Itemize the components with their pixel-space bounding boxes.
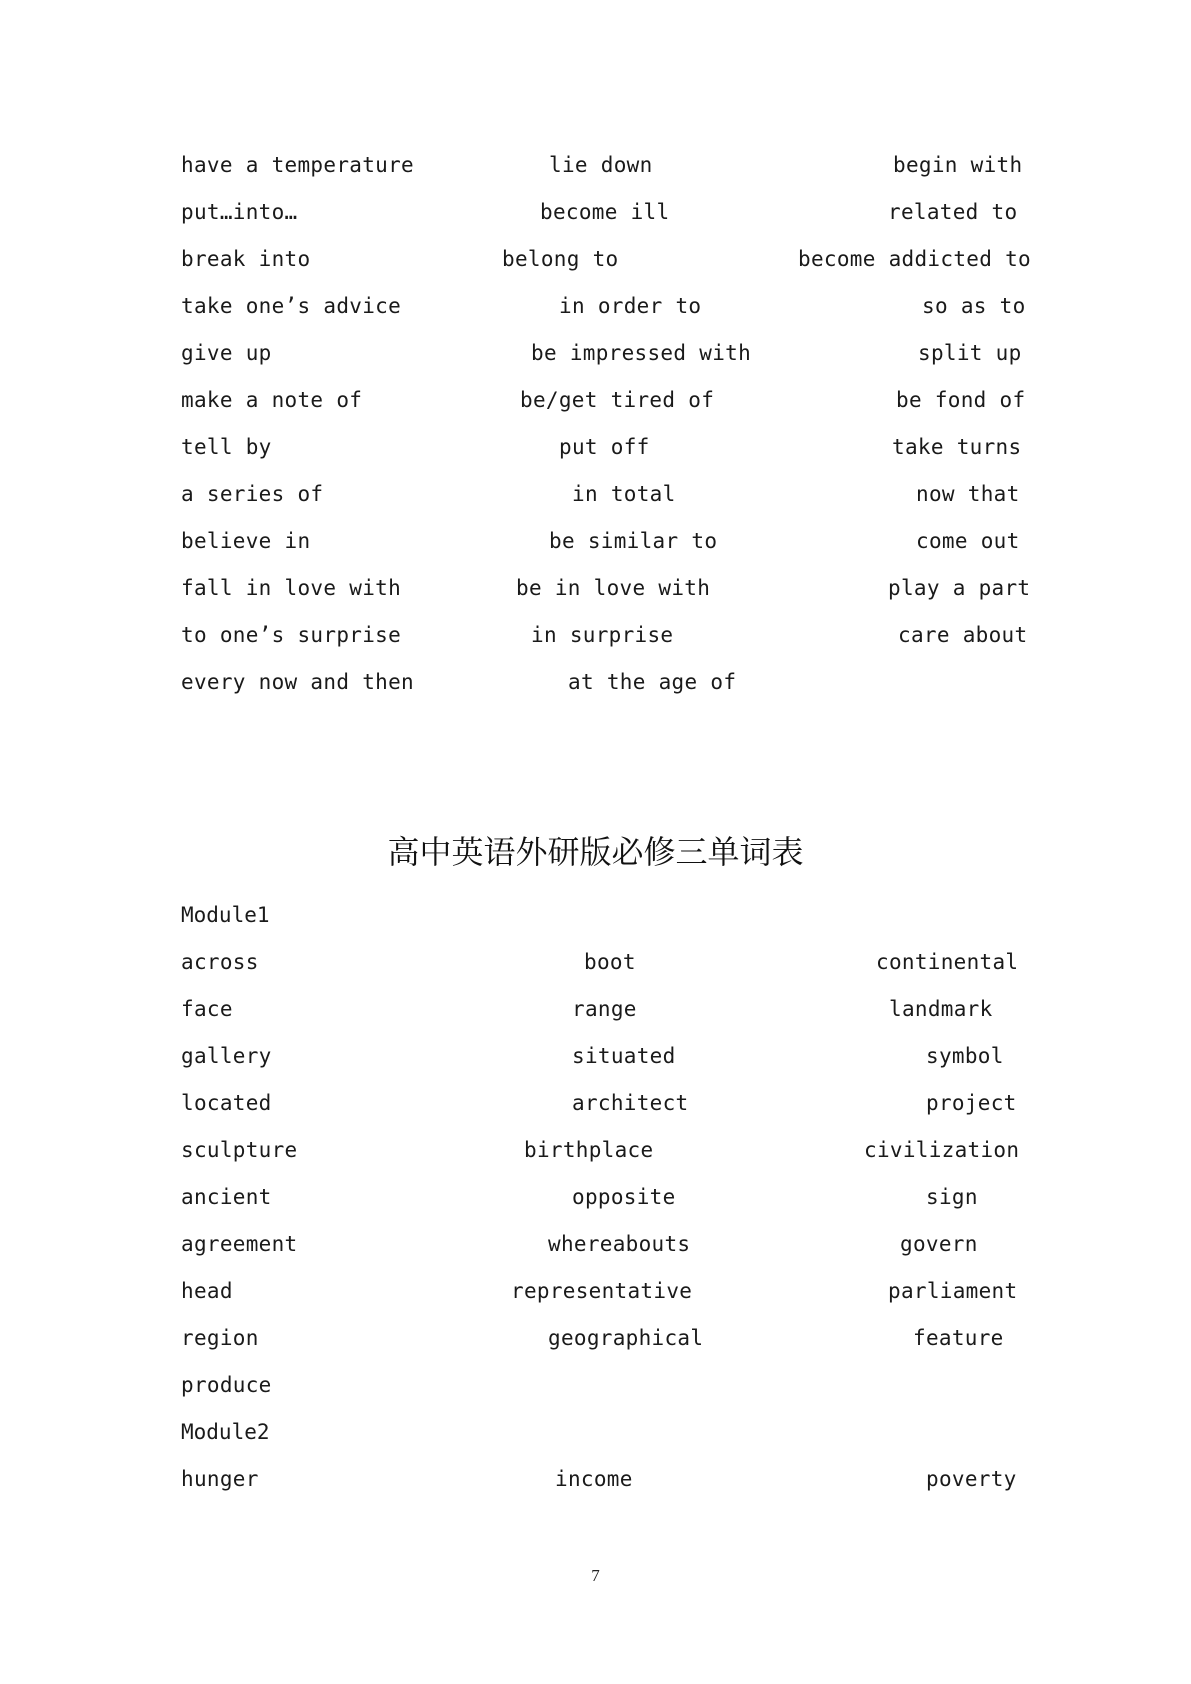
module-label: Module2 [181, 1420, 270, 1444]
word-row [0, 1315, 1191, 1362]
word-row [0, 1362, 1191, 1409]
page-title: 高中英语外研版必修三单词表 [387, 833, 804, 871]
phrase-row [0, 189, 1191, 236]
word: across [181, 950, 259, 974]
phrase: lie down [549, 153, 653, 177]
phrase: take one’s advice [181, 294, 402, 318]
phrase-row [0, 283, 1191, 330]
word: govern [900, 1232, 978, 1256]
word: face [181, 997, 233, 1021]
word: head [181, 1279, 233, 1303]
word-row [0, 1080, 1191, 1127]
phrase: tell by [181, 435, 272, 459]
phrase-row [0, 330, 1191, 377]
phrase: believe in [181, 529, 311, 553]
page-number: 7 [591, 1566, 600, 1585]
phrase-row [0, 471, 1191, 518]
word: agreement [181, 1232, 298, 1256]
phrase-row [0, 612, 1191, 659]
phrase-row [0, 659, 1191, 706]
word: civilization [864, 1138, 1020, 1162]
phrase-row [0, 142, 1191, 189]
word-row [0, 1221, 1191, 1268]
word: sculpture [181, 1138, 298, 1162]
phrase: to one’s surprise [181, 623, 402, 647]
phrase: break into [181, 247, 311, 271]
phrase: be fond of [896, 388, 1026, 412]
phrase: at the age of [568, 670, 737, 694]
word: region [181, 1326, 259, 1350]
word: landmark [889, 997, 993, 1021]
word: feature [913, 1326, 1004, 1350]
module-label: Module1 [181, 903, 270, 927]
word-row [0, 1127, 1191, 1174]
phrase: be impressed with [531, 341, 752, 365]
phrase: take turns [892, 435, 1022, 459]
phrase: every now and then [181, 670, 414, 694]
phrase: come out [916, 529, 1020, 553]
phrase: in total [572, 482, 676, 506]
word-row [0, 1033, 1191, 1080]
phrase: a series of [181, 482, 324, 506]
phrase: in surprise [531, 623, 674, 647]
word: ancient [181, 1185, 272, 1209]
word-row [0, 939, 1191, 986]
phrase: put off [559, 435, 650, 459]
word-row [0, 1456, 1191, 1503]
phrase: begin with [893, 153, 1023, 177]
word: whereabouts [548, 1232, 691, 1256]
phrase: be/get tired of [520, 388, 715, 412]
phrase: make a note of [181, 388, 363, 412]
word: hunger [181, 1467, 259, 1491]
phrase: become ill [540, 200, 670, 224]
word: range [572, 997, 637, 1021]
word: gallery [181, 1044, 272, 1068]
word: architect [572, 1091, 689, 1115]
word: continental [876, 950, 1019, 974]
phrase: give up [181, 341, 272, 365]
word: situated [572, 1044, 676, 1068]
phrase: have a temperature [181, 153, 414, 177]
word: sign [926, 1185, 978, 1209]
word: representative [511, 1279, 693, 1303]
word: project [926, 1091, 1017, 1115]
phrase-row [0, 377, 1191, 424]
phrase: care about [898, 623, 1028, 647]
phrase: so as to [922, 294, 1026, 318]
word-row [0, 986, 1191, 1033]
phrase: in order to [559, 294, 702, 318]
word: opposite [572, 1185, 676, 1209]
phrase-row [0, 424, 1191, 471]
phrase: fall in love with [181, 576, 402, 600]
phrase-row [0, 236, 1191, 283]
word: income [555, 1467, 633, 1491]
phrase: be in love with [516, 576, 711, 600]
phrase: belong to [502, 247, 619, 271]
phrase: be similar to [549, 529, 718, 553]
word: birthplace [524, 1138, 654, 1162]
word: poverty [926, 1467, 1017, 1491]
word: parliament [888, 1279, 1018, 1303]
phrase: put…into… [181, 200, 298, 224]
phrase: split up [918, 341, 1022, 365]
phrase: now that [916, 482, 1020, 506]
phrase: related to [888, 200, 1018, 224]
phrase-row [0, 518, 1191, 565]
phrase: become addicted to [798, 247, 1031, 271]
word-row [0, 1174, 1191, 1221]
word: produce [181, 1373, 272, 1397]
word: boot [584, 950, 636, 974]
word: located [181, 1091, 272, 1115]
word-row [0, 1268, 1191, 1315]
word: geographical [548, 1326, 704, 1350]
phrase-row [0, 565, 1191, 612]
word: symbol [926, 1044, 1004, 1068]
phrase: play a part [888, 576, 1031, 600]
